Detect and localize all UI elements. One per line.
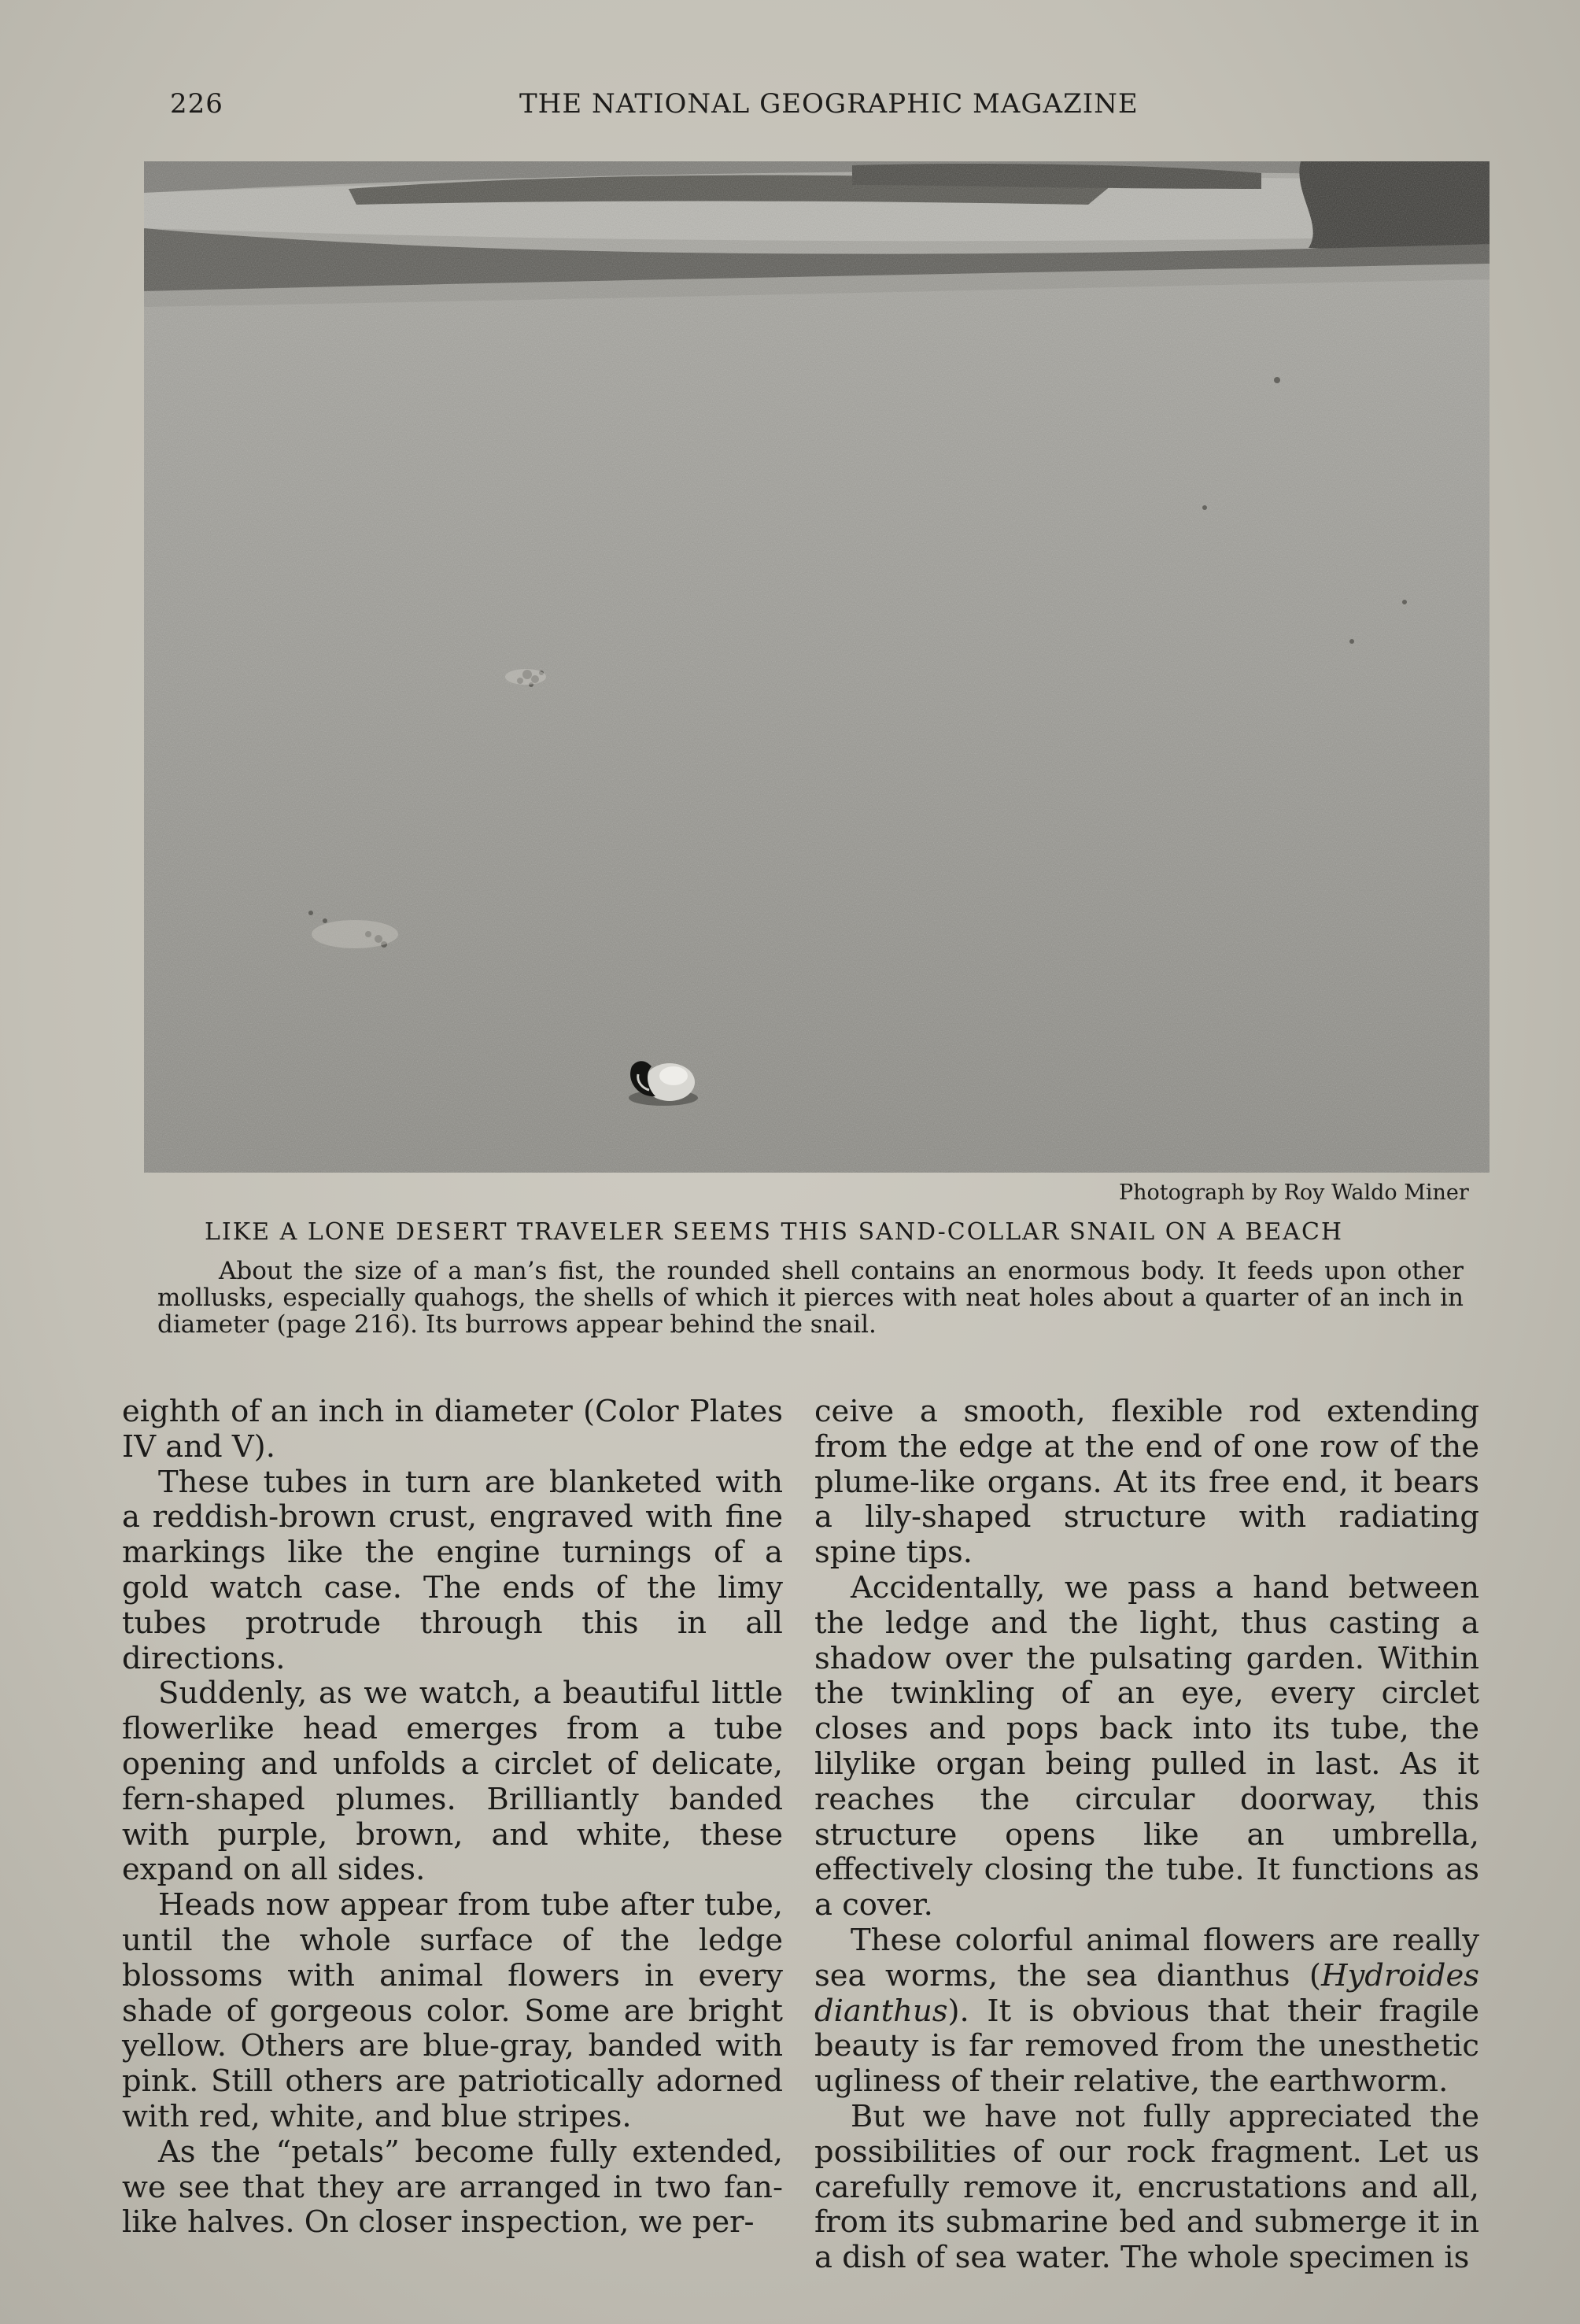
caption-text: About the size of a man’s fist, the rounded shell contains an enormous body. It feeds upon other mollusks, especially quahogs, the shells of which it pierces with neat holes about a quarter of an inch in diameter (page 216). Its burrows appear behind the snail.: [157, 1257, 1464, 1339]
paragraph: These tubes in turn are blanketed with a reddish-brown crust, engraved with fine markings like the engine turnings of a gold watch case. The ends of the limy tubes protrude through this in all directions.: [122, 1464, 783, 1676]
left-text-column: [122, 1395, 783, 2241]
paragraph: [814, 1923, 1479, 2100]
beach-photo-illustration: [144, 161, 1490, 1173]
paragraph: Heads now appear from tube after tube, until the whole surface of the ledge blossoms with animal flowers in every shade of gorgeous color. Some are bright yellow. Others are blue-gray, banded with pink. Still others are patriotically adorned with red, white, and blue stripes.: [122, 1887, 783, 2134]
photo-credit: Photograph by Roy Waldo Miner: [1119, 1180, 1469, 1205]
paragraph: But we have not fully appreciated the possibilities of our rock fragment. Let us carefully remove it, encrustations and all, from its submarine bed and submerge it in a dish of sea water. The whole specimen is: [814, 2098, 1479, 2276]
paragraph: ceive a smooth, flexible rod extending from the edge at the end of one row of the plume-like organs. At its free end, it bears a lily-shaped structure with radiating spine tips.: [814, 1394, 1479, 1571]
paragraph: Accidentally, we pass a hand between the ledge and the light, thus casting a shadow over the pulsating garden. Within the twinkling of an eye, every circlet closes and pops back into its tube, the lilylike organ being pulled in last. As it reaches the circular doorway, this structure opens like an umbrella, effectively closing the tube. It functions as a cover.: [814, 1569, 1479, 1923]
paragraph: eighth of an inch in diameter (Color Plates IV and V).: [122, 1394, 783, 1465]
beach-photograph: [144, 161, 1490, 1173]
paragraph: As the “petals” become fully extended, we see that they are arranged in two fan-like halves. On closer inspection, we per-: [122, 2134, 783, 2241]
paragraph-text: These colorful animal flowers are really sea worms, the sea dianthus (: [814, 1922, 1479, 1993]
page-number: 226: [170, 88, 223, 120]
species-name: Hydroides dianthus: [814, 1957, 1479, 2029]
paragraph-text: ). It is obvious that their fragile beauty is far removed from the unesthetic ugliness of their relative, the earthworm.: [814, 1993, 1479, 2100]
caption-body: [157, 1258, 1464, 1338]
paragraph: Suddenly, as we watch, a beautiful little flowerlike head emerges from a tube opening and unfolds a circlet of delicate, fern-shaped plumes. Brilliantly banded with purple, brown, and white, these expand on all sides.: [122, 1676, 783, 1888]
running-title: THE NATIONAL GEOGRAPHIC MAGAZINE: [519, 88, 1139, 120]
caption-title: LIKE A LONE DESERT TRAVELER SEEMS THIS SAND-COLLAR SNAIL ON A BEACH: [205, 1218, 1344, 1246]
right-text-column: [814, 1395, 1479, 2276]
page-header: [165, 88, 1456, 127]
